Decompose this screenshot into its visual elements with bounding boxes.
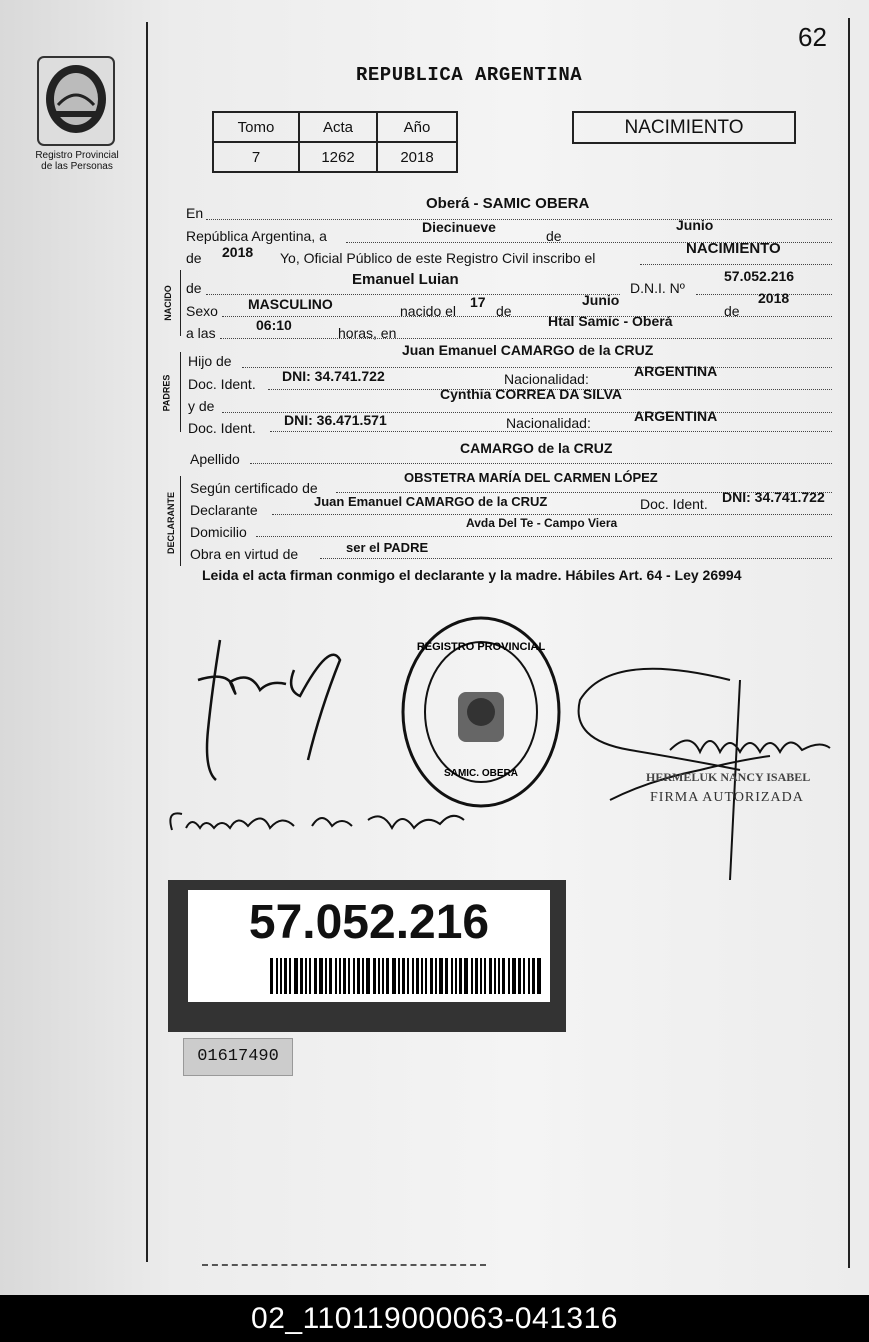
horas-label: horas, en xyxy=(338,325,397,341)
apellido-label: Apellido xyxy=(190,451,240,467)
padres-bracket xyxy=(180,352,181,432)
domicilio-dots xyxy=(256,536,832,537)
acta-header: Acta xyxy=(299,112,377,142)
tomo-header: Tomo xyxy=(213,112,299,142)
mother-nat-label: Nacionalidad: xyxy=(506,415,591,431)
obra-dots xyxy=(320,558,832,559)
birth-de-label: de xyxy=(496,303,512,319)
decl-doc-label: Doc. Ident. xyxy=(640,496,708,512)
father-doc: DNI: 34.741.722 xyxy=(282,368,385,384)
a-las-label: a las xyxy=(186,325,216,341)
nacido-el-label: nacido el xyxy=(400,303,457,319)
sexo-label: Sexo xyxy=(186,303,218,319)
declarant-signature xyxy=(190,620,350,800)
declarante-bracket xyxy=(180,476,181,566)
padres-section-label: PADRES xyxy=(161,374,172,412)
footer-id: 02_110119000063-041316 xyxy=(0,1295,869,1342)
birth-day: 17 xyxy=(470,294,486,310)
registry-caption-line1: Registro Provincial xyxy=(35,150,119,161)
father-nationality: ARGENTINA xyxy=(634,363,718,379)
tomo-value: 7 xyxy=(213,142,299,172)
serial-number: 01617490 xyxy=(183,1038,293,1076)
nacido-bracket xyxy=(180,270,181,336)
child-name: Emanuel Luian xyxy=(352,271,459,288)
domicilio-value: Avda Del Te - Campo Viera xyxy=(466,516,618,530)
inscribe-value: NACIMIENTO xyxy=(686,240,781,257)
day-word: Diecinueve xyxy=(422,219,496,235)
father-nat-label: Nacionalidad: xyxy=(504,371,589,387)
father-name: Juan Emanuel CAMARGO de la CRUZ xyxy=(402,342,654,358)
declarante-label: Declarante xyxy=(190,502,258,518)
mother-nationality: ARGENTINA xyxy=(634,408,718,424)
acta-value: 1262 xyxy=(299,142,377,172)
apellido-dots xyxy=(250,463,832,464)
bottom-dashes xyxy=(202,1264,486,1266)
mother-doc-dots xyxy=(270,431,832,432)
apellido-value: CAMARGO de la CRUZ xyxy=(460,440,613,456)
de-label: de xyxy=(546,228,562,244)
obra-label: Obra en virtud de xyxy=(190,546,299,562)
left-margin-line xyxy=(146,22,148,1262)
domicilio-label: Domicilio xyxy=(190,524,247,540)
ano-value: 2018 xyxy=(377,142,457,172)
registry-caption xyxy=(18,150,136,172)
dni-label: D.N.I. Nº xyxy=(630,280,685,296)
name-dots xyxy=(206,294,620,295)
declarante-section-label: DECLARANTE xyxy=(166,492,176,554)
svg-text:SAMIC. OBERA: SAMIC. OBERA xyxy=(444,768,518,779)
mother-doc: DNI: 36.471.571 xyxy=(284,412,387,428)
ano-header: Año xyxy=(377,112,457,142)
hijo-label: Hijo de xyxy=(188,353,232,369)
birth-time: 06:10 xyxy=(256,317,292,333)
record-type-box: NACIMIENTO xyxy=(572,111,796,144)
month-value: Junio xyxy=(676,217,714,233)
certificate-page: 62 Registro Provincial de las Personas REPUBLICA ARGENTINA Tomo Acta Año 7 1262 2018 NACIMIENTO En Oberá - SAMIC OBERA República Argentina, a Diecinueve de Junio de 2018 Yo, Oficial Público de este Registro Civil inscribo el NACIMIENTO NACIDO de Emanuel Luian D.N.I. Nº 57.052.216 Sexo MASCULINO nacido el 17 de Junio de 2018 a las 06:10 horas, en Htal Samic - Oberá PADRES Hijo de Juan Emanuel CAMARGO de la CRUZ Doc. Ident. DNI: 34.741.722 Nacionalidad: ARGENTINA y de Cynthia CORREA DA SILVA Doc. Ident. DNI: 36.471.571 Nacionalidad: ARGENTINA Apellido CAMARGO de la CRUZ DECLARANTE Según certificado de OBSTETRA MARÍA DEL CARMEN LÓPEZ Declarante Juan Emanuel CAMARGO de la CRUZ Doc. Ident. DNI: 34.741.722 Domicilio Avda Del Te - Campo Viera Obra en virtud de ser el PADRE Leida el acta firman conmigo el declarante y la madre. Hábiles Art. 64 - Ley 26994 REGISTRO PROVINCIAL SAMIC. OBERA HERMELUK NANCY ISABEL FIRMA AUTORIZADA 57.052.216 01617490 xyxy=(0,0,869,1295)
sexo-value: MASCULINO xyxy=(248,296,333,312)
officer-name: HERMELUK NANCY ISABEL xyxy=(646,770,811,784)
y-de-label: y de xyxy=(188,398,215,414)
page-number: 62 xyxy=(798,22,827,52)
mother-name: Cynthia CORREA DA SILVA xyxy=(440,386,623,402)
father-doc-label: Doc. Ident. xyxy=(188,376,256,392)
barcode-number: 57.052.216 xyxy=(248,896,490,949)
time-dots xyxy=(220,338,832,339)
birth-year: 2018 xyxy=(758,290,790,306)
inscribe-dots xyxy=(640,264,832,265)
declarante-value: Juan Emanuel CAMARGO de la CRUZ xyxy=(314,494,548,509)
svg-text:REGISTRO PROVINCIAL: REGISTRO PROVINCIAL xyxy=(416,641,546,653)
year-value: 2018 xyxy=(222,244,254,260)
cert-label: Según certificado de xyxy=(190,480,318,496)
republica-label: República Argentina, a xyxy=(186,228,327,244)
en-dots xyxy=(206,219,832,220)
barcode-icon xyxy=(270,958,546,994)
nacido-de-label: de xyxy=(186,280,202,296)
decl-doc-value: DNI: 34.741.722 xyxy=(722,489,825,505)
child-dni: 57.052.216 xyxy=(724,268,795,284)
provincial-seal-logo xyxy=(36,55,116,147)
cert-value: OBSTETRA MARÍA DEL CARMEN LÓPEZ xyxy=(404,470,658,485)
place-value: Oberá - SAMIC OBERA xyxy=(426,195,590,212)
firma-autorizada-label: FIRMA AUTORIZADA xyxy=(650,790,804,805)
birth-month: Junio xyxy=(582,292,620,308)
sexo-dots xyxy=(222,316,832,317)
nacido-section-label: NACIDO xyxy=(162,285,173,321)
mother-doc-label: Doc. Ident. xyxy=(188,420,256,436)
declarante-dots xyxy=(272,514,832,515)
right-margin-line xyxy=(848,18,850,1268)
en-label: En xyxy=(186,205,204,221)
closing-note: Leida el acta firman conmigo el declarante y la madre. Hábiles Art. 64 - Ley 26994 xyxy=(202,567,742,583)
birth-de-label2: de xyxy=(724,303,740,319)
country-title: REPUBLICA ARGENTINA xyxy=(356,64,583,86)
stamp-text xyxy=(400,612,401,613)
obra-value: ser el PADRE xyxy=(346,540,429,555)
official-stamp xyxy=(398,612,564,812)
registry-table xyxy=(212,111,458,173)
oficial-text: Yo, Oficial Público de este Registro Civil inscribo el xyxy=(280,250,596,266)
birth-place: Htal Samic - Oberá xyxy=(548,313,673,329)
registry-caption-line2: de las Personas xyxy=(41,161,113,172)
mother-signature-text xyxy=(170,812,171,813)
